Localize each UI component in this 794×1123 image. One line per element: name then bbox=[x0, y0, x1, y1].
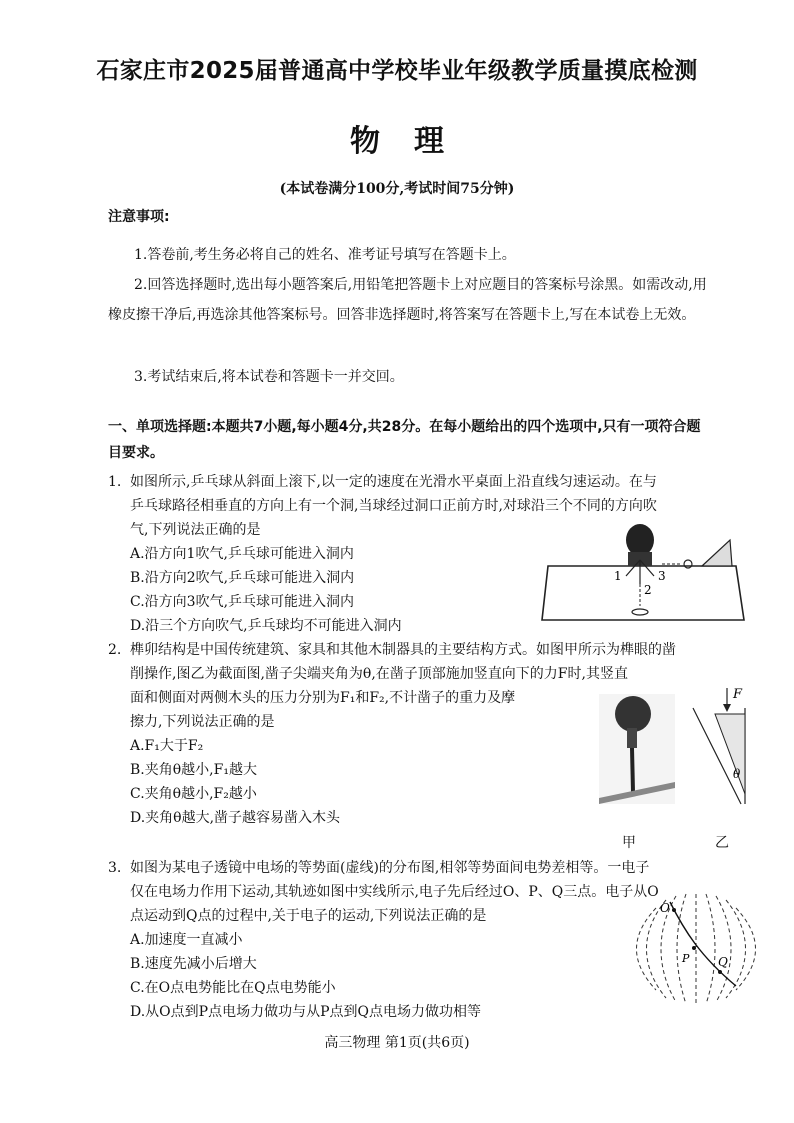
q3-fig-label-o: O bbox=[660, 901, 670, 915]
q2-number: 2. bbox=[108, 642, 122, 658]
q3-equipotential-r1 bbox=[706, 894, 715, 1004]
q2-line-4: 擦力,下列说法正确的是 bbox=[130, 714, 275, 730]
q2-diagram-yi bbox=[693, 687, 745, 804]
q3-fig-label-q: Q bbox=[718, 955, 728, 969]
q1-number: 1. bbox=[108, 474, 122, 490]
exam-title: 石家庄市2025届普通高中学校毕业年级教学质量摸底检测 bbox=[96, 58, 698, 84]
q1-option-b: B.沿方向2吹气,乒乓球可能进入洞内 bbox=[130, 570, 355, 586]
q3-equipotential-l1 bbox=[677, 894, 686, 1004]
q2-fig-label-yi: 乙 bbox=[715, 835, 729, 851]
q2-line-2: 削操作,图乙为截面图,凿子尖端夹角为θ,在凿子顶部施加竖直向下的力F时,其竖直 bbox=[130, 666, 628, 682]
q2-force-arrowhead bbox=[723, 704, 731, 712]
q2-line-3: 面和侧面对两侧木头的压力分别为F₁和F₂,不计凿子的重力及摩 bbox=[130, 690, 516, 706]
subject-title: 物理 bbox=[350, 124, 478, 159]
q1-option-c: C.沿方向3吹气,乒乓球可能进入洞内 bbox=[130, 594, 355, 610]
q3-equipotential-r2 bbox=[716, 896, 731, 1002]
q1-fig-label-1: 1 bbox=[614, 569, 622, 583]
q1-line-1: 如图所示,乒乓球从斜面上滚下,以一定的速度在光滑水平桌面上沿直线匀速运动。在与 bbox=[130, 474, 657, 490]
q3-number: 3. bbox=[108, 860, 122, 876]
q1-option-a: A.沿方向1吹气,乒乓球可能进入洞内 bbox=[130, 546, 354, 562]
q3-point-o bbox=[672, 908, 676, 912]
q1-line-2: 乒乓球路径相垂直的方向上有一个洞,当球经过洞口正前方时,对球沿三个不同的方向吹 bbox=[130, 498, 657, 514]
q3-line-2: 仅在电场力作用下运动,其轨迹如图中实线所示,电子先后经过O、P、Q三点。电子从O bbox=[130, 884, 659, 900]
q1-fig-label-2: 2 bbox=[644, 583, 652, 597]
q1-slope bbox=[702, 540, 732, 566]
q3-equipotential-figure bbox=[628, 890, 764, 1008]
q2-option-a: A.F₁大于F₂ bbox=[130, 738, 204, 754]
q2-line-1: 榫卯结构是中国传统建筑、家具和其他木制器具的主要结构方式。如图甲所示为榫眼的凿 bbox=[130, 642, 676, 658]
q2-fig-label-jia: 甲 bbox=[622, 835, 636, 851]
q3-point-q bbox=[718, 970, 722, 974]
q3-equipotential-r3 bbox=[726, 900, 746, 998]
q1-line-3: 气,下列说法正确的是 bbox=[130, 522, 261, 538]
q1-hole bbox=[632, 609, 648, 615]
q3-line-1: 如图为某电子透镜中电场的等势面(虚线)的分布图,相邻等势面间电势差相等。一电子 bbox=[130, 860, 650, 876]
q3-option-a: A.加速度一直减小 bbox=[130, 932, 243, 948]
exam-info: (本试卷满分100分,考试时间75分钟) bbox=[279, 181, 515, 197]
notice-heading: 注意事项: bbox=[108, 209, 170, 225]
q2-option-d: D.夹角θ越大,凿子越容易凿入木头 bbox=[130, 810, 341, 826]
q2-option-c: C.夹角θ越小,F₂越小 bbox=[130, 786, 257, 802]
notice-item-3: 3.考试结束后,将本试卷和答题卡一并交回。 bbox=[134, 369, 404, 385]
q2-chisel-figure bbox=[595, 684, 755, 824]
q2-chisel-blade bbox=[632, 748, 633, 792]
notice-item-1: 1.答卷前,考生务必将自己的姓名、准考证号填写在答题卡上。 bbox=[134, 247, 516, 263]
q2-option-b: B.夹角θ越小,F₁越大 bbox=[130, 762, 257, 778]
q1-table-outline bbox=[542, 566, 744, 620]
q3-option-d: D.从O点到P点电场力做功与从P点到Q点电场力做功相等 bbox=[130, 1004, 481, 1020]
q2-hand bbox=[615, 696, 651, 732]
q1-person-head bbox=[626, 524, 654, 556]
q3-option-b: B.速度先减小后增大 bbox=[130, 956, 257, 972]
q1-table-figure bbox=[540, 518, 750, 626]
q1-fig-label-3: 3 bbox=[658, 569, 666, 583]
q3-fig-label-p: P bbox=[682, 952, 690, 965]
q2-chisel-handle bbox=[627, 728, 637, 748]
notice-item-2: 2.回答选择题时,选出每小题答案后,用铅笔把答题卡上对应题目的答案标号涂黑。如需改动,用橡皮擦干净后,再选涂其他答案标号。回答非选择题时,将答案写在答题卡上,写在本试卷上无效。 bbox=[108, 277, 707, 323]
q2-photo-jia bbox=[599, 694, 675, 804]
q3-option-c: C.在O点电势能比在Q点电势能小 bbox=[130, 980, 336, 996]
q3-electron-trajectory bbox=[670, 902, 736, 986]
q2-fig-label-theta: θ bbox=[733, 767, 741, 781]
q3-point-p bbox=[692, 946, 696, 950]
q1-option-d: D.沿三个方向吹气,乒乓球均不可能进入洞内 bbox=[130, 618, 402, 634]
q2-fig-label-F: F bbox=[733, 687, 743, 702]
q3-line-3: 点运动到Q点的过程中,关于电子的运动,下列说法正确的是 bbox=[130, 908, 487, 924]
section-1-heading: 一、单项选择题:本题共7小题,每小题4分,共28分。在每小题给出的四个选项中,只有一项符合题目要求。 bbox=[108, 419, 701, 461]
page-footer: 高三物理 第1页(共6页) bbox=[324, 1035, 470, 1051]
